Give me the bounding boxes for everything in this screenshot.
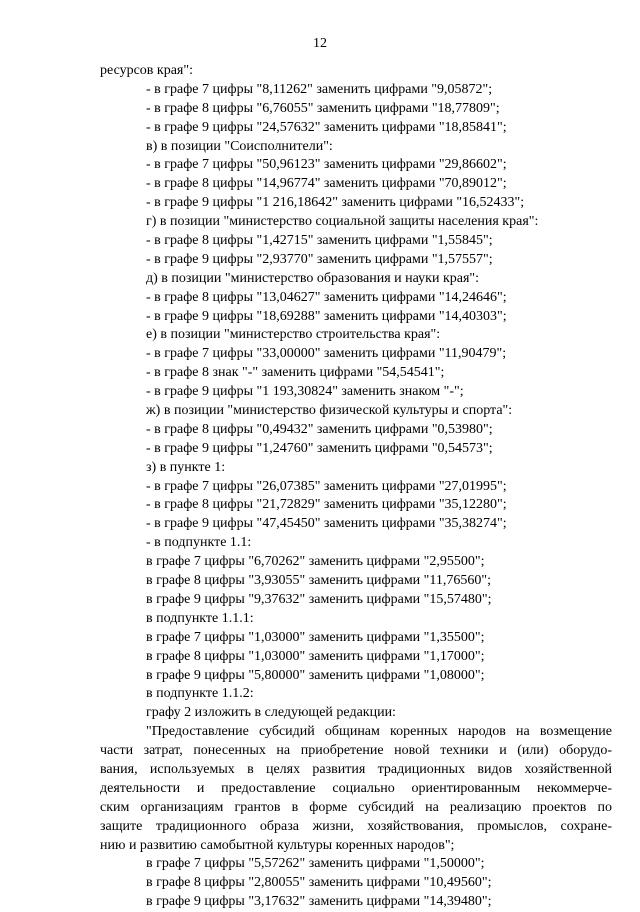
text-line: з) в пункте 1: — [146, 459, 226, 475]
text-line: в графе 9 цифры "9,37632" заменить цифрами "15,57480"; — [146, 591, 492, 607]
quoted-line: части затрат, понесенных на приобретение новой техники и (или) оборудо- — [100, 743, 612, 759]
text-line: - в графе 8 цифры "1,42715" заменить цифрами "1,55845"; — [146, 233, 493, 249]
text-line: - в графе 9 цифры "24,57632" заменить цифрами "18,85841"; — [146, 119, 507, 135]
amendment-list-tail — [100, 855, 612, 912]
quoted-line: ским организациям грантов в форме субсидий на реализацию проектов по — [100, 799, 612, 815]
text-line: - в графе 7 цифры "8,11262" заменить цифрами "9,05872"; — [146, 81, 493, 97]
text-line: в графе 7 цифры "6,70262" заменить цифрами "2,95500"; — [146, 554, 485, 570]
text-line: в графе 7 цифры "1,03000" заменить цифрами "1,35500"; — [146, 629, 485, 645]
quoted-line: "Предоставление субсидий общинам коренных народов на возмещение — [146, 724, 612, 740]
text-line: в графе 8 цифры "2,80055" заменить цифрами "10,49560"; — [146, 875, 492, 891]
text-line: - в графе 9 цифры "1 216,18642" заменить цифрами "16,52433"; — [146, 195, 525, 211]
text-line: - в графе 8 цифры "0,49432" заменить цифрами "0,53980"; — [146, 421, 493, 437]
text-line: в) в позиции "Соисполнители": — [146, 138, 333, 154]
text-line: - в графе 8 знак "-" заменить цифрами "54,54541"; — [146, 365, 445, 381]
text-line: - в графе 9 цифры "18,69288" заменить цифрами "14,40303"; — [146, 308, 507, 324]
text-line: в графе 8 цифры "1,03000" заменить цифрами "1,17000"; — [146, 648, 485, 664]
text-line: - в подпункте 1.1: — [146, 535, 252, 551]
text-line: - в графе 7 цифры "26,07385" заменить цифрами "27,01995"; — [146, 478, 507, 494]
text-line: - в графе 9 цифры "1,24760" заменить цифрами "0,54573"; — [146, 440, 493, 456]
document-body — [100, 62, 612, 912]
text-line: - в графе 9 цифры "1 193,30824" заменить знаком "-"; — [146, 384, 464, 400]
text-line: в графе 8 цифры "3,93055" заменить цифрами "11,76560"; — [146, 573, 491, 589]
text-line: - в графе 8 цифры "6,76055" заменить цифрами "18,77809"; — [146, 100, 500, 116]
text-line: в графе 9 цифры "3,17632" заменить цифрами "14,39480"; — [146, 894, 492, 910]
text-line: г) в позиции "министерство социальной защиты населения края": — [146, 214, 539, 230]
quoted-line: деятельности и предоставление социально ориентированным некоммерче- — [100, 780, 612, 796]
text-line: - в графе 9 цифры "47,45450" заменить цифрами "35,38274"; — [146, 516, 507, 532]
text-line: ресурсов края": — [100, 63, 193, 78]
text-line: графу 2 изложить в следующей редакции: — [146, 705, 396, 721]
page-number: 12 — [313, 36, 327, 51]
quoted-line: нию и развитию самобытной культуры коренных народов"; — [100, 837, 455, 853]
quoted-paragraph — [100, 723, 612, 855]
text-line: в подпункте 1.1.2: — [146, 686, 254, 702]
text-line: е) в позиции "министерство строительства края": — [146, 327, 441, 343]
quoted-line: защите традиционного образа жизни, хозяйствования, промыслов, сохране- — [100, 818, 612, 834]
text-line: в подпункте 1.1.1: — [146, 610, 254, 626]
text-line: - в графе 8 цифры "13,04627" заменить цифрами "14,24646"; — [146, 289, 507, 305]
text-line: в графе 9 цифры "5,80000" заменить цифрами "1,08000"; — [146, 667, 485, 683]
text-line: д) в позиции "министерство образования и науки края": — [146, 270, 480, 286]
amendment-list — [100, 62, 612, 723]
text-line: - в графе 8 цифры "21,72829" заменить цифрами "35,12280"; — [146, 497, 507, 513]
text-line: ж) в позиции "министерство физической культуры и спорта": — [146, 403, 513, 419]
text-line: - в графе 7 цифры "50,96123" заменить цифрами "29,86602"; — [146, 157, 507, 173]
text-line: - в графе 9 цифры "2,93770" заменить цифрами "1,57557"; — [146, 251, 493, 267]
quoted-line: вания, используемых в целях развития традиционных видов хозяйственной — [100, 761, 612, 777]
text-line: в графе 7 цифры "5,57262" заменить цифрами "1,50000"; — [146, 856, 485, 872]
text-line: - в графе 7 цифры "33,00000" заменить цифрами "11,90479"; — [146, 346, 507, 362]
text-line: - в графе 8 цифры "14,96774" заменить цифрами "70,89012"; — [146, 176, 507, 192]
